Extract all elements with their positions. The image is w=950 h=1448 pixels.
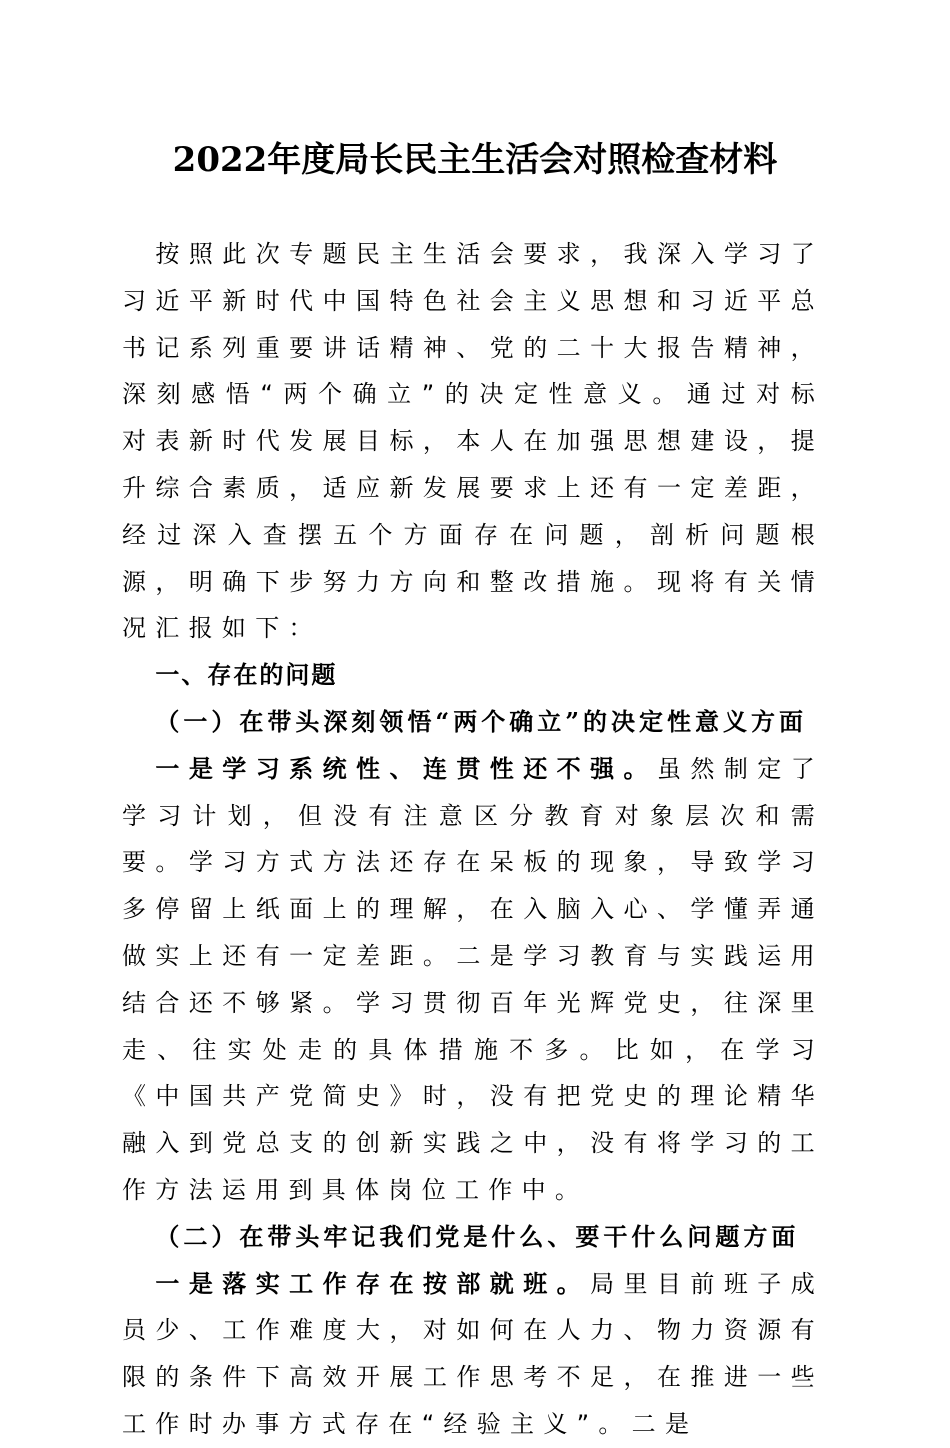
document-body <box>122 231 824 1448</box>
document-title: 2022年度局长民主生活会对照检查材料 <box>172 140 778 180</box>
subsection-1-lead: 一是学习系统性、连贯性还不强。 <box>155 753 657 783</box>
subsection-2-body: 局里目前班子成员少、工作难度大，对如何在人力、物力资源有限的条件下高效开展工作思考不足，在推进一些工作时办事方式存在“经验主义”。二是 <box>122 1269 824 1438</box>
section-heading-problems: 一、存在的问题 <box>155 661 338 690</box>
intro-paragraph: 按照此次专题民主生活会要求，我深入学习了习近平新时代中国特色社会主义思想和习近平总书记系列重要讲话精神、党的二十大报告精神，深刻感悟“两个确立”的决定性意义。通过对标对表新时代发展目标，本人在加强思想建设，提升综合素质，适应新发展要求上还有一定差距，经过深入查摆五个方面存在问题，剖析问题根源，明确下步努力方向和整改措施。现将有关情况汇报如下： <box>122 240 824 643</box>
subsection-heading-1: （一）在带头深刻领悟“两个确立”的决定性意义方面 <box>155 706 807 736</box>
subsection-2-paragraph <box>122 1261 824 1448</box>
subsection-1-paragraph <box>122 746 824 1214</box>
subsection-heading-2: （二）在带头牢记我们党是什么、要干什么问题方面 <box>155 1221 800 1251</box>
subsection-1-body: 虽然制定了学习计划，但没有注意区分教育对象层次和需要。学习方式方法还存在呆板的现象，导致学习多停留上纸面上的理解，在入脑入心、学懂弄通做实上还有一定差距。二是学习教育与实践运用结合还不够紧。学习贯彻百年光辉党史，往深里走、往实处走的具体措施不多。比如，在学习《中国共产党简史》时，没有把党史的理论精华融入到党总支的创新实践之中，没有将学习的工作方法运用到具体岗位工作中。 <box>122 754 825 1204</box>
subsection-2-lead: 一是落实工作存在按部就班。 <box>155 1268 591 1298</box>
